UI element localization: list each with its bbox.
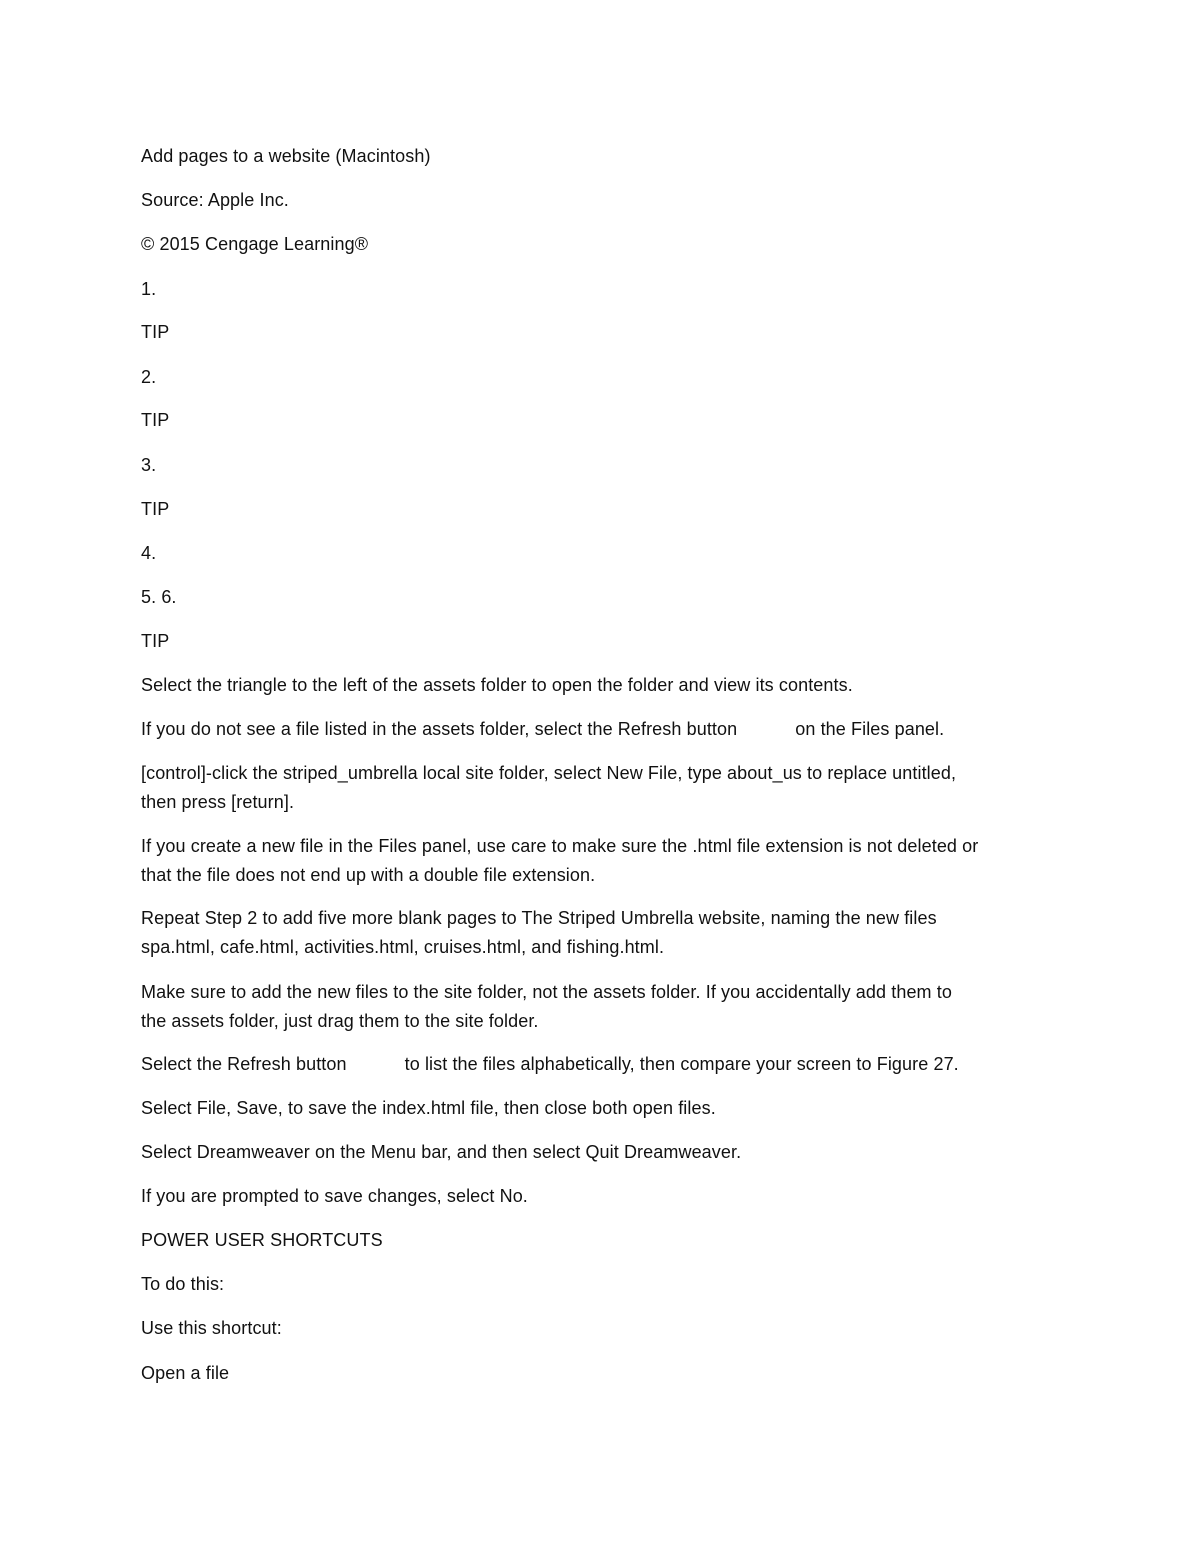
source-line: Source: Apple Inc.: [141, 190, 289, 210]
paragraph-quit: Select Dreamweaver on the Menu bar, and then select Quit Dreamweaver.: [141, 1142, 742, 1162]
shortcuts-heading: POWER USER SHORTCUTS: [141, 1230, 383, 1250]
shortcuts-column-shortcut: Use this shortcut:: [141, 1318, 282, 1338]
paragraph-refresh-compare: [141, 1050, 959, 1079]
paragraph-site-folder-tip-line-1: Make sure to add the new files to the site folder, not the assets folder. If you accidentally add them to: [141, 982, 952, 1002]
tip-label-1: TIP: [141, 322, 170, 342]
paragraph-new-file-line-1: [control]-click the striped_umbrella local site folder, select New File, type about_us to replace untitled,: [141, 763, 957, 783]
refresh-compare-text-a: Select the Refresh button: [141, 1054, 347, 1074]
step-number-3: 3.: [141, 455, 157, 475]
document-title: Add pages to a website (Macintosh): [141, 146, 431, 166]
paragraph-prompt: If you are prompted to save changes, select No.: [141, 1186, 528, 1206]
paragraph-repeat-step-line-2: spa.html, cafe.html, activities.html, cruises.html, and fishing.html.: [141, 937, 665, 957]
step-number-2: 2.: [141, 367, 157, 387]
step-number-1: 1.: [141, 279, 157, 299]
paragraph-repeat-step-line-1: Repeat Step 2 to add five more blank pages to The Striped Umbrella website, naming the new files: [141, 908, 937, 928]
step-number-5-6: 5. 6.: [141, 587, 177, 607]
step-number-4: 4.: [141, 543, 157, 563]
refresh-tip-text-b: on the Files panel.: [795, 719, 945, 739]
paragraph-save-close: Select File, Save, to save the index.html file, then close both open files.: [141, 1098, 716, 1118]
tip-label-4: TIP: [141, 631, 170, 651]
shortcuts-row-1-task: Open a file: [141, 1363, 230, 1383]
copyright-line: © 2015 Cengage Learning®: [141, 234, 369, 254]
paragraph-new-file-line-2: then press [return].: [141, 792, 295, 812]
shortcuts-column-task: To do this:: [141, 1274, 225, 1294]
tip-label-2: TIP: [141, 410, 170, 430]
paragraph-extension-tip-line-2: that the file does not end up with a double file extension.: [141, 865, 596, 885]
tip-label-3: TIP: [141, 499, 170, 519]
refresh-tip-text-a: If you do not see a file listed in the assets folder, select the Refresh button: [141, 719, 738, 739]
paragraph-refresh-tip: [141, 715, 944, 744]
paragraph-site-folder-tip-line-2: the assets folder, just drag them to the site folder.: [141, 1011, 539, 1031]
paragraph-open-assets: Select the triangle to the left of the assets folder to open the folder and view its contents.: [141, 675, 853, 695]
refresh-compare-text-b: to list the files alphabetically, then compare your screen to Figure 27.: [404, 1054, 959, 1074]
paragraph-extension-tip-line-1: If you create a new file in the Files panel, use care to make sure the .html file extension is not deleted or: [141, 836, 979, 856]
